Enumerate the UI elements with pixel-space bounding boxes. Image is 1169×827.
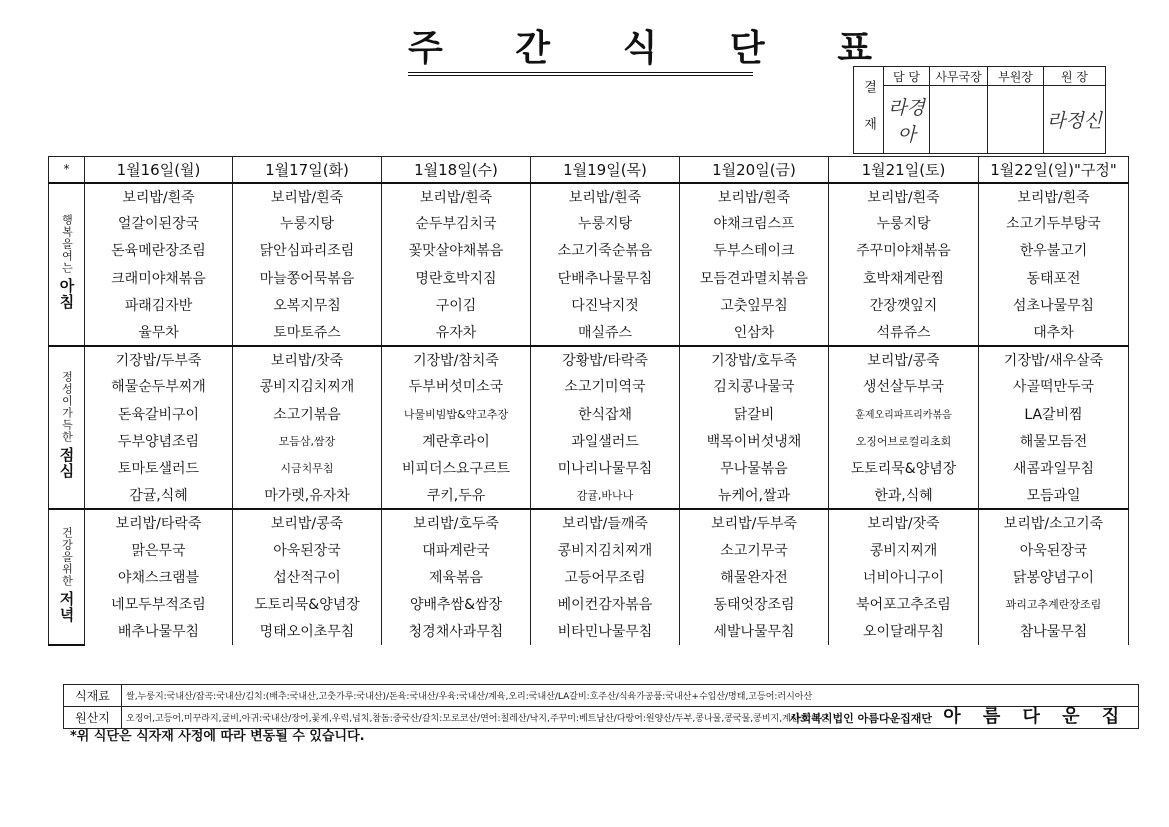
menu-cell: 제육볶음 [382,563,531,590]
menu-cell: 감귤,식혜 [85,482,233,509]
menu-row [49,427,1129,454]
menu-cell: 감귤,바나나 [531,482,680,509]
meal-label-small: 정성이가득한 [60,371,74,444]
meal-label-breakfast [49,183,85,346]
menu-row [49,454,1129,481]
menu-row [49,590,1129,617]
menu-cell: 고등어무조림 [531,563,680,590]
menu-cell: 청경채사과무침 [382,618,531,645]
menu-cell: 오징어브로컬리초회 [829,427,979,454]
menu-row [49,618,1129,645]
menu-cell: 콩비지김치찌개 [531,536,680,563]
menu-cell: 명태오이초무침 [233,618,382,645]
signature-manager: 라경아 [888,96,925,146]
menu-cell: 기장밥/참치죽 [382,346,531,373]
menu-cell: 콩비지김치찌개 [233,373,382,400]
menu-cell: 기장밥/새우살죽 [979,346,1129,373]
menu-cell: 보리밥/잣죽 [829,509,979,536]
date-header: 1월17일(화) [233,157,382,183]
approval-box [853,66,1106,154]
date-header: 1월16일(월) [85,157,233,183]
menu-cell: 마가렛,유자차 [233,482,382,509]
menu-row [49,400,1129,427]
menu-cell: 보리밥/흰죽 [531,183,680,210]
menu-cell: 도토리묵&양념장 [829,454,979,481]
menu-cell: 율무차 [85,318,233,345]
menu-cell: 명란호박지짐 [382,264,531,291]
menu-cell: 누룽지탕 [531,210,680,237]
menu-cell: 맑은무국 [85,536,233,563]
menu-cell: 꽃맛살야채볶음 [382,237,531,264]
menu-cell: 오복지무침 [233,291,382,318]
date-header: 1월19일(목) [531,157,680,183]
menu-cell: 미나리나물무침 [531,454,680,481]
menu-cell: 생선살두부국 [829,373,979,400]
organization [790,702,1127,728]
menu-cell: 소고기무국 [680,536,829,563]
signature-director: 라정신 [1046,110,1103,132]
menu-cell: 크래미야채볶음 [85,264,233,291]
menu-cell: 비타민나물무침 [531,618,680,645]
menu-cell: 두부버섯미소국 [382,373,531,400]
origin-label-source: 원산지 [64,707,122,729]
origin-text-row1: 쌀,누룽지:국내산/잡곡:국내산/김치:(배추:국내산,고춧가루:국내산)/돈육:국내산/우육:국내산/계육,오리:국내산/LA갈비:호주산/식육가공품:국내산+수입산/명태,고등어:러시아산 [122,685,1139,707]
menu-cell: 아욱된장국 [233,536,382,563]
menu-cell: 오이달래무침 [829,618,979,645]
date-header: 1월18일(수) [382,157,531,183]
menu-cell: 쿠키,두유 [382,482,531,509]
menu-cell: 토마토샐러드 [85,454,233,481]
menu-cell: 백목이버섯냉채 [680,427,829,454]
menu-cell: 사골떡만두국 [979,373,1129,400]
meal-label-dinner [49,509,85,645]
menu-cell: 두부양념조림 [85,427,233,454]
menu-cell: 파래김자반 [85,291,233,318]
approval-col-manager: 담 당 [884,67,930,86]
menu-row [49,346,1129,373]
menu-cell: 구이김 [382,291,531,318]
menu-cell: 도토리묵&양념장 [233,590,382,617]
footnote: *위 식단은 식자재 사정에 따라 변동될 수 있습니다. [70,729,365,744]
menu-cell: 해물모듬전 [979,427,1129,454]
menu-cell: 보리밥/잣죽 [233,346,382,373]
menu-cell: 보리밥/콩죽 [233,509,382,536]
menu-cell: 보리밥/콩죽 [829,346,979,373]
menu-cell: 섭산적구이 [233,563,382,590]
organization-foundation: 사회복지법인 아름다운집재단 [790,712,932,725]
menu-cell: 보리밥/흰죽 [680,183,829,210]
menu-cell: 한우불고기 [979,237,1129,264]
menu-row [49,482,1129,509]
menu-cell: 훈제오리파프리카볶음 [829,400,979,427]
menu-cell: 뉴케어,쌀과 [680,482,829,509]
menu-row [49,509,1129,536]
menu-row [49,291,1129,318]
approval-col-vice-director: 부원장 [988,67,1044,86]
menu-cell: 보리밥/두부죽 [680,509,829,536]
meal-label-big: 점심 [57,447,76,480]
date-header: 1월20일(금) [680,157,829,183]
approval-side-label: 결 재 [854,67,884,154]
menu-cell: 대파계란국 [382,536,531,563]
menu-cell: 토마토쥬스 [233,318,382,345]
menu-cell: 간장깻잎지 [829,291,979,318]
origin-label-ingredients: 식재료 [64,685,122,707]
organization-name: 아 름 다 운 집 [943,706,1128,727]
menu-cell: 단배추나물무침 [531,264,680,291]
menu-cell: 베이컨감자볶음 [531,590,680,617]
menu-cell: 인삼차 [680,318,829,345]
menu-cell: 배추나물무침 [85,618,233,645]
menu-cell: 동태엇장조림 [680,590,829,617]
menu-table [48,156,1129,646]
menu-cell: 해물순두부찌개 [85,373,233,400]
approval-col-director: 원 장 [1044,67,1106,86]
menu-cell: 보리밥/흰죽 [382,183,531,210]
menu-cell: 계란후라이 [382,427,531,454]
menu-cell: 돈육메란장조림 [85,237,233,264]
menu-cell: 한과,식혜 [829,482,979,509]
menu-cell: 누룽지탕 [829,210,979,237]
dinner-section [49,509,1129,645]
menu-cell: 모듬견과멸치볶음 [680,264,829,291]
menu-cell: 북어포고추조림 [829,590,979,617]
menu-cell: 석류쥬스 [829,318,979,345]
origin-text-row2: 오징어,고등어,미꾸라지,굴비,아귀:국내산/장어,꽃게,우럭,넙치,참돔:중국산/갈치:모로코산/연어:칠레산/낙지,주꾸미:베트남산/다랑어:원양산/두부,콩나물,콩국물,콩비지,계란:국내산 [122,707,1139,729]
menu-cell: 돈육갈비구이 [85,400,233,427]
menu-row [49,264,1129,291]
menu-cell: 닭봉양념구이 [979,563,1129,590]
menu-cell: 고춧잎무침 [680,291,829,318]
meal-label-lunch [49,346,85,509]
menu-cell: 소고기죽순볶음 [531,237,680,264]
menu-cell: 누룽지탕 [233,210,382,237]
corner-cell: * [49,157,85,183]
menu-cell: 얼갈이된장국 [85,210,233,237]
menu-cell: 보리밥/흰죽 [979,183,1129,210]
date-header: 1월21일(토) [829,157,979,183]
menu-cell: 보리밥/타락죽 [85,509,233,536]
menu-cell: 해물완자전 [680,563,829,590]
menu-row [49,210,1129,237]
menu-cell: 보리밥/흰죽 [829,183,979,210]
menu-cell: 한식잡채 [531,400,680,427]
meal-label-big: 저녁 [57,590,76,623]
menu-cell: 소고기볶음 [233,400,382,427]
meal-label-small: 건강을위한 [60,526,74,587]
menu-cell: 참나물무침 [979,618,1129,645]
menu-cell: 기장밥/두부죽 [85,346,233,373]
approval-col-office-chief: 사무국장 [930,67,988,86]
lunch-section [49,346,1129,509]
menu-cell: 모듬과일 [979,482,1129,509]
date-header-row [49,157,1129,183]
menu-cell: 양배추쌈&쌈장 [382,590,531,617]
menu-cell: 콩비지찌개 [829,536,979,563]
menu-cell: 야채크림스프 [680,210,829,237]
menu-cell: 야채스크램블 [85,563,233,590]
menu-cell: 김치콩나물국 [680,373,829,400]
menu-cell: LA갈비찜 [979,400,1129,427]
menu-cell: 보리밥/들깨죽 [531,509,680,536]
menu-cell: 다진낙지젓 [531,291,680,318]
menu-cell: 호박채계란찜 [829,264,979,291]
menu-cell: 닭안심파리조림 [233,237,382,264]
meal-label-big: 아침 [57,278,76,311]
menu-cell: 보리밥/흰죽 [233,183,382,210]
menu-cell: 나물비빔밥&약고추장 [382,400,531,427]
menu-cell: 매실쥬스 [531,318,680,345]
menu-cell: 소고기두부탕국 [979,210,1129,237]
menu-cell: 모듬삼,쌈장 [233,427,382,454]
menu-cell: 네모두부적조림 [85,590,233,617]
menu-cell: 기장밥/호두죽 [680,346,829,373]
menu-cell: 두부스테이크 [680,237,829,264]
page-title: 주 간 식 단 표 [408,26,753,76]
menu-cell: 소고기미역국 [531,373,680,400]
date-header: 1월22일(일)"구정" [979,157,1129,183]
menu-cell: 너비아니구이 [829,563,979,590]
menu-cell: 주꾸미야채볶음 [829,237,979,264]
menu-cell: 닭갈비 [680,400,829,427]
menu-cell: 대추차 [979,318,1129,345]
menu-cell: 세발나물무침 [680,618,829,645]
menu-row [49,183,1129,210]
menu-cell: 보리밥/소고기죽 [979,509,1129,536]
menu-cell: 비피더스요구르트 [382,454,531,481]
menu-cell: 마늘쫑어묵볶음 [233,264,382,291]
menu-cell: 과일샐러드 [531,427,680,454]
menu-row [49,373,1129,400]
menu-cell: 순두부김치국 [382,210,531,237]
menu-row [49,536,1129,563]
menu-row [49,318,1129,345]
menu-cell: 보리밥/흰죽 [85,183,233,210]
menu-cell: 동태포전 [979,264,1129,291]
menu-cell: 강황밥/타락죽 [531,346,680,373]
menu-row [49,237,1129,264]
menu-cell: 무나물볶음 [680,454,829,481]
menu-cell: 보리밥/호두죽 [382,509,531,536]
menu-cell: 섬초나물무침 [979,291,1129,318]
menu-row [49,563,1129,590]
menu-cell: 시금치무침 [233,454,382,481]
menu-cell: 유자차 [382,318,531,345]
meal-label-small: 행복을여는 [60,214,74,275]
menu-cell: 아욱된장국 [979,536,1129,563]
menu-cell: 새콤과일무침 [979,454,1129,481]
breakfast-section [49,183,1129,346]
menu-cell: 꽈리고추계란장조림 [979,590,1129,617]
